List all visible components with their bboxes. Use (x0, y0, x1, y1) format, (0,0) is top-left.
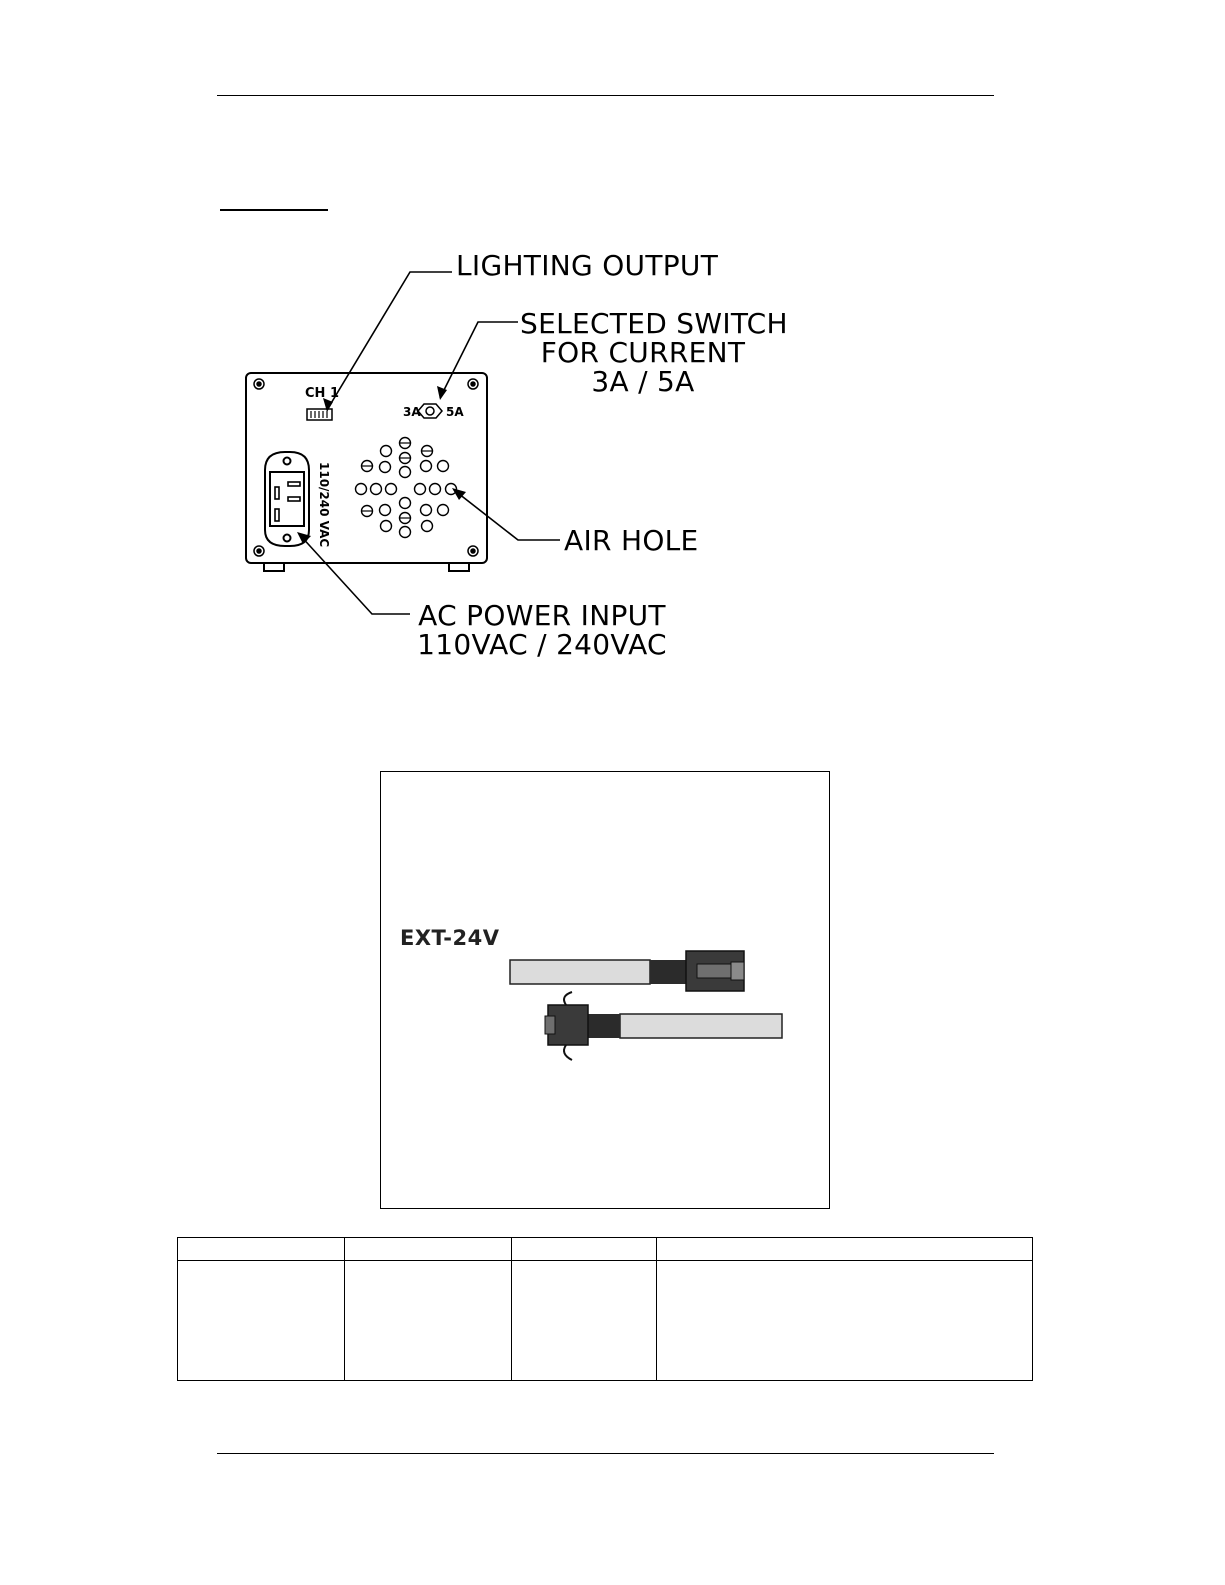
lower-latch-bottom (564, 1045, 572, 1060)
ac-power-input-line-1: AC POWER INPUT (418, 599, 666, 632)
upper-cable-jacket (650, 960, 686, 984)
upper-cable-sleeve (510, 960, 650, 984)
table-row (178, 1261, 1033, 1381)
table-cell (512, 1261, 657, 1381)
table-header-cell (345, 1238, 512, 1261)
switch-label-3a: 3A (403, 405, 421, 419)
table-cell (345, 1261, 512, 1381)
spec-table (177, 1237, 1033, 1381)
channel-label: CH 1 (305, 386, 339, 401)
lower-latch-top (564, 992, 572, 1005)
selected-switch-line-1: SELECTED SWITCH (520, 307, 788, 340)
table-header-cell (178, 1238, 345, 1261)
lower-cable-jacket (586, 1014, 620, 1038)
table-cell (178, 1261, 345, 1381)
lighting-output-callout: LIGHTING OUTPUT (456, 249, 719, 282)
air-hole-callout: AIR HOLE (564, 524, 699, 557)
voltage-label: 110/240 VAC (317, 462, 331, 548)
lower-cable-sleeve (620, 1014, 782, 1038)
selected-switch-line-2: FOR CURRENT (540, 336, 746, 369)
table-cell (657, 1261, 1033, 1381)
ext-24v-label: EXT-24V (400, 926, 500, 950)
table-header-cell (512, 1238, 657, 1261)
footer-rule (217, 1453, 994, 1454)
ac-power-input-line-2: 110VAC / 240VAC (417, 628, 667, 661)
table-header-cell (657, 1238, 1033, 1261)
table-header-row (178, 1238, 1033, 1261)
switch-label-5a: 5A (446, 405, 464, 419)
selected-switch-line-3: 3A / 5A (591, 365, 695, 398)
